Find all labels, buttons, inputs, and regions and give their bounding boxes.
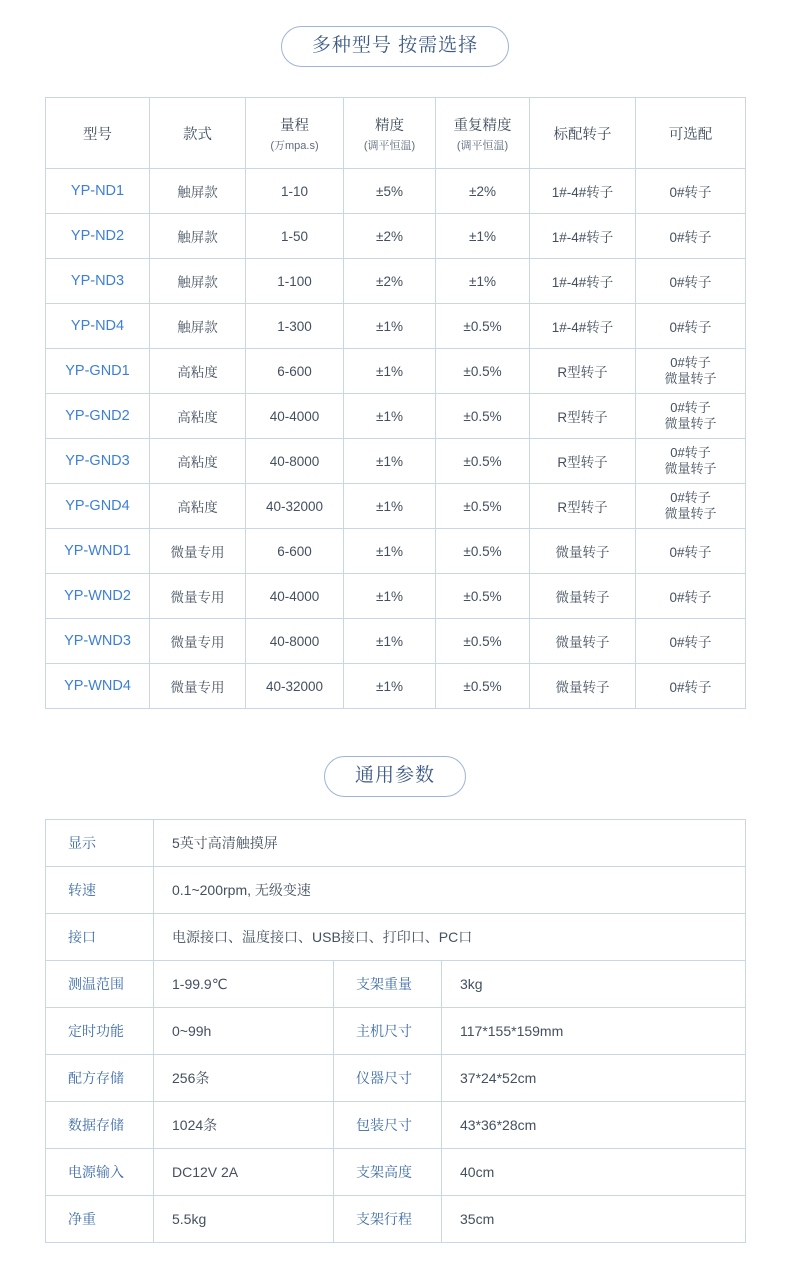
cell-param-label: 主机尺寸 (334, 1008, 442, 1055)
general-table-body (46, 820, 746, 1243)
cell-repeat-accuracy: ±0.5% (436, 394, 530, 439)
cell-standard-rotor: R型转子 (530, 349, 636, 394)
models-table-head (46, 98, 746, 169)
cell-repeat-accuracy: ±1% (436, 214, 530, 259)
cell-range: 40-8000 (246, 439, 344, 484)
table-row (46, 1149, 746, 1196)
cell-param-label: 包装尺寸 (334, 1102, 442, 1149)
cell-range: 1-100 (246, 259, 344, 304)
cell-repeat-accuracy: ±0.5% (436, 304, 530, 349)
header-cell-repeat-accuracy (436, 98, 530, 169)
cell-param-label: 显示 (46, 820, 154, 867)
table-row (46, 1055, 746, 1102)
cell-accuracy: ±2% (344, 259, 436, 304)
table-row (46, 961, 746, 1008)
cell-standard-rotor: R型转子 (530, 484, 636, 529)
cell-param-label: 转速 (46, 867, 154, 914)
cell-param-label: 接口 (46, 914, 154, 961)
cell-param-value: DC12V 2A (154, 1149, 334, 1196)
cell-line: 微量转子 (664, 371, 717, 386)
cell-style: 微量专用 (150, 574, 246, 619)
cell-multiline (636, 445, 745, 478)
cell-model-id: YP-ND1 (46, 169, 150, 214)
cell-line: 微量转子 (664, 461, 717, 476)
cell-optional (636, 394, 746, 439)
cell-line: 0#转子 (670, 489, 711, 505)
models-table-body (46, 169, 746, 709)
cell-line: 0#转子 (670, 399, 711, 415)
cell-style: 触屏款 (150, 304, 246, 349)
cell-range: 40-32000 (246, 664, 344, 709)
cell-param-value: 117*155*159mm (442, 1008, 746, 1055)
cell-accuracy: ±1% (344, 484, 436, 529)
table-row (46, 484, 746, 529)
general-table-container (45, 819, 745, 1243)
cell-line: 0#转子 (670, 354, 711, 370)
cell-standard-rotor: R型转子 (530, 394, 636, 439)
cell-param-value: 0~99h (154, 1008, 334, 1055)
cell-param-label: 配方存储 (46, 1055, 154, 1102)
cell-repeat-accuracy: ±0.5% (436, 664, 530, 709)
models-table-container (45, 97, 745, 709)
cell-standard-rotor: 1#-4#转子 (530, 169, 636, 214)
header-main: 型号 (83, 126, 112, 143)
cell-repeat-accuracy: ±0.5% (436, 349, 530, 394)
header-cell-standard-rotor (530, 98, 636, 169)
header-sub: (万mpa.s) (270, 139, 319, 152)
cell-param-label: 支架高度 (334, 1149, 442, 1196)
cell-model-id: YP-WND1 (46, 529, 150, 574)
cell-param-value: 40cm (442, 1149, 746, 1196)
cell-standard-rotor: 微量转子 (530, 664, 636, 709)
models-table (45, 97, 746, 709)
header-cell-accuracy (344, 98, 436, 169)
table-row (46, 867, 746, 914)
table-row (46, 259, 746, 304)
cell-accuracy: ±1% (344, 349, 436, 394)
cell-param-label: 定时功能 (46, 1008, 154, 1055)
cell-accuracy: ±1% (344, 304, 436, 349)
cell-param-value: 1-99.9℃ (154, 961, 334, 1008)
cell-accuracy: ±1% (344, 439, 436, 484)
header-cell-model (46, 98, 150, 169)
cell-accuracy: ±1% (344, 529, 436, 574)
header-main: 可选配 (668, 126, 713, 143)
table-row (46, 304, 746, 349)
cell-standard-rotor: R型转子 (530, 439, 636, 484)
cell-model-id: YP-ND4 (46, 304, 150, 349)
cell-param-value: 37*24*52cm (442, 1055, 746, 1102)
cell-standard-rotor: 微量转子 (530, 619, 636, 664)
cell-standard-rotor: 微量转子 (530, 529, 636, 574)
cell-style: 触屏款 (150, 169, 246, 214)
cell-repeat-accuracy: ±0.5% (436, 439, 530, 484)
table-row (46, 574, 746, 619)
models-section-title-text: 多种型号 按需选择 (281, 26, 509, 67)
general-section-title-text: 通用参数 (324, 756, 466, 797)
header-main: 量程 (280, 117, 309, 134)
cell-standard-rotor: 1#-4#转子 (530, 214, 636, 259)
cell-accuracy: ±2% (344, 214, 436, 259)
models-section-title (0, 26, 790, 67)
table-row (46, 1008, 746, 1055)
cell-optional: 0#转子 (636, 169, 746, 214)
cell-optional: 0#转子 (636, 664, 746, 709)
header-sub: (调平恒温) (363, 139, 416, 152)
cell-range: 1-300 (246, 304, 344, 349)
cell-optional: 0#转子 (636, 574, 746, 619)
cell-multiline (636, 490, 745, 523)
cell-style: 触屏款 (150, 259, 246, 304)
cell-style: 高粘度 (150, 484, 246, 529)
header-cell-optional (636, 98, 746, 169)
table-row (46, 439, 746, 484)
cell-param-label: 测温范围 (46, 961, 154, 1008)
cell-multiline (636, 400, 745, 433)
cell-line: 0#转子 (670, 444, 711, 460)
table-row (46, 1196, 746, 1243)
cell-model-id: YP-GND3 (46, 439, 150, 484)
cell-style: 微量专用 (150, 664, 246, 709)
cell-style: 微量专用 (150, 529, 246, 574)
cell-param-value: 3kg (442, 961, 746, 1008)
cell-param-value: 0.1~200rpm, 无级变速 (154, 867, 746, 914)
table-row (46, 664, 746, 709)
table-row (46, 820, 746, 867)
cell-param-value: 5.5kg (154, 1196, 334, 1243)
cell-optional (636, 349, 746, 394)
cell-model-id: YP-GND1 (46, 349, 150, 394)
cell-range: 40-32000 (246, 484, 344, 529)
cell-model-id: YP-ND2 (46, 214, 150, 259)
cell-repeat-accuracy: ±1% (436, 259, 530, 304)
cell-accuracy: ±5% (344, 169, 436, 214)
cell-optional: 0#转子 (636, 259, 746, 304)
cell-range: 6-600 (246, 529, 344, 574)
cell-param-value: 1024条 (154, 1102, 334, 1149)
cell-range: 6-600 (246, 349, 344, 394)
cell-standard-rotor: 1#-4#转子 (530, 304, 636, 349)
header-sub: (调平恒温) (456, 139, 509, 152)
cell-range: 1-50 (246, 214, 344, 259)
table-row (46, 349, 746, 394)
cell-style: 触屏款 (150, 214, 246, 259)
cell-model-id: YP-ND3 (46, 259, 150, 304)
cell-standard-rotor: 1#-4#转子 (530, 259, 636, 304)
cell-range: 1-10 (246, 169, 344, 214)
cell-optional: 0#转子 (636, 529, 746, 574)
header-main: 精度 (375, 117, 404, 134)
table-row (46, 169, 746, 214)
table-row (46, 914, 746, 961)
cell-model-id: YP-GND2 (46, 394, 150, 439)
cell-param-value: 256条 (154, 1055, 334, 1102)
cell-repeat-accuracy: ±0.5% (436, 574, 530, 619)
cell-param-label: 数据存储 (46, 1102, 154, 1149)
table-row (46, 1102, 746, 1149)
table-row (46, 214, 746, 259)
cell-repeat-accuracy: ±2% (436, 169, 530, 214)
cell-line: 微量转子 (664, 416, 717, 431)
header-main: 款式 (183, 126, 212, 143)
table-header-row (46, 98, 746, 169)
table-row (46, 394, 746, 439)
cell-model-id: YP-WND2 (46, 574, 150, 619)
cell-model-id: YP-WND4 (46, 664, 150, 709)
cell-param-value: 35cm (442, 1196, 746, 1243)
cell-param-label: 仪器尺寸 (334, 1055, 442, 1102)
cell-repeat-accuracy: ±0.5% (436, 619, 530, 664)
general-params-table (45, 819, 746, 1243)
cell-model-id: YP-WND3 (46, 619, 150, 664)
header-main: 标配转子 (553, 126, 612, 143)
cell-optional: 0#转子 (636, 214, 746, 259)
cell-optional: 0#转子 (636, 304, 746, 349)
header-cell-range (246, 98, 344, 169)
cell-range: 40-4000 (246, 394, 344, 439)
general-section-title (0, 756, 790, 797)
cell-accuracy: ±1% (344, 394, 436, 439)
cell-param-label: 电源输入 (46, 1149, 154, 1196)
table-row (46, 529, 746, 574)
cell-accuracy: ±1% (344, 574, 436, 619)
cell-param-label: 支架重量 (334, 961, 442, 1008)
cell-style: 高粘度 (150, 394, 246, 439)
header-main: 重复精度 (453, 117, 512, 134)
cell-param-value: 5英寸高清触摸屏 (154, 820, 746, 867)
cell-param-value: 电源接口、温度接口、USB接口、打印口、PC口 (154, 914, 746, 961)
cell-optional (636, 439, 746, 484)
cell-style: 高粘度 (150, 349, 246, 394)
cell-accuracy: ±1% (344, 619, 436, 664)
cell-multiline (636, 355, 745, 388)
cell-range: 40-4000 (246, 574, 344, 619)
cell-param-label: 净重 (46, 1196, 154, 1243)
cell-optional: 0#转子 (636, 619, 746, 664)
cell-repeat-accuracy: ±0.5% (436, 529, 530, 574)
cell-param-value: 43*36*28cm (442, 1102, 746, 1149)
cell-line: 微量转子 (664, 506, 717, 521)
cell-model-id: YP-GND4 (46, 484, 150, 529)
table-row (46, 619, 746, 664)
cell-optional (636, 484, 746, 529)
cell-standard-rotor: 微量转子 (530, 574, 636, 619)
header-cell-style (150, 98, 246, 169)
cell-style: 高粘度 (150, 439, 246, 484)
cell-param-label: 支架行程 (334, 1196, 442, 1243)
cell-repeat-accuracy: ±0.5% (436, 484, 530, 529)
cell-style: 微量专用 (150, 619, 246, 664)
cell-accuracy: ±1% (344, 664, 436, 709)
cell-range: 40-8000 (246, 619, 344, 664)
